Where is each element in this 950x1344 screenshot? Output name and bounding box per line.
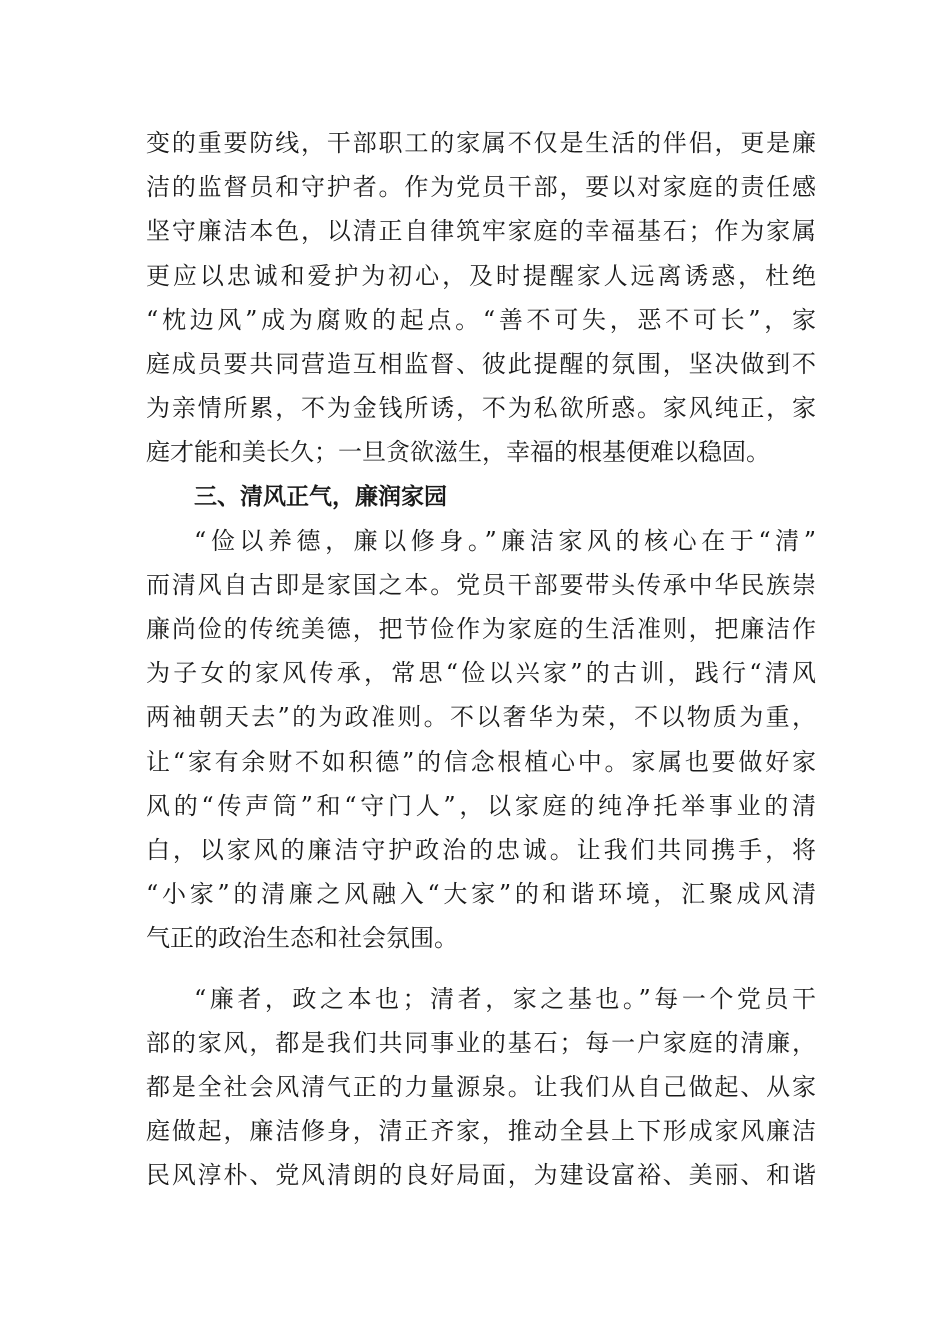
text-line: “小家”的清廉之风融入“大家”的和谐环境，汇聚成风清 (146, 880, 816, 909)
text-line: 更应以忠诚和爱护为初心，及时提醒家人远离诱惑，杜绝 (146, 261, 816, 290)
text-line: 部的家风，都是我们共同事业的基石；每一户家庭的清廉， (146, 1028, 816, 1057)
document-body (146, 121, 816, 1198)
text-line: 坚守廉洁本色，以清正自律筑牢家庭的幸福基石；作为家属 (146, 217, 816, 246)
text-line: “廉者，政之本也；清者，家之基也。”每一个党员干 (194, 984, 816, 1013)
paragraph-frugality (146, 519, 816, 961)
text-line: 为亲情所累，不为金钱所诱，不为私欲所惑。家风纯正，家 (146, 394, 816, 423)
text-line: 都是全社会风清气正的力量源泉。让我们从自己做起、从家 (146, 1072, 816, 1101)
text-line: 风的“传声筒”和“守门人”，以家庭的纯净托举事业的清 (146, 791, 816, 820)
text-line: 而清风自古即是家国之本。党员干部要带头传承中华民族崇 (146, 570, 816, 599)
text-line: “枕边风”成为腐败的起点。“善不可失，恶不可长”，家 (146, 305, 816, 334)
text-line: “俭以养德，廉以修身。”廉洁家风的核心在于“清” (194, 526, 816, 555)
text-line: 两袖朝天去”的为政准则。不以奢华为荣，不以物质为重， (146, 703, 816, 732)
text-line: 庭才能和美长久；一旦贪欲滋生，幸福的根基便难以稳固。 (146, 438, 770, 467)
text-line: 民风淳朴、党风清朗的良好局面，为建设富裕、美丽、和谐 (146, 1161, 816, 1190)
section-heading: 三、清风正气，廉润家园 (194, 483, 447, 510)
text-line: 庭做起，廉洁修身，清正齐家，推动全县上下形成家风廉洁 (146, 1117, 816, 1146)
paragraph-family-supervision (146, 121, 816, 475)
paragraph-conclusion (146, 977, 816, 1198)
text-line: 气正的政治生态和社会氛围。 (146, 924, 458, 953)
text-line: 变的重要防线，干部职工的家属不仅是生活的伴侣，更是廉 (146, 129, 816, 157)
text-line: 为子女的家风传承，常思“俭以兴家”的古训，践行“清风 (146, 659, 816, 688)
text-line: 洁的监督员和守护者。作为党员干部，要以对家庭的责任感 (146, 173, 816, 202)
text-line: 庭成员要共同营造互相监督、彼此提醒的氛围，坚决做到不 (146, 349, 816, 378)
text-line: 白，以家风的廉洁守护政治的忠诚。让我们共同携手，将 (146, 836, 816, 864)
paragraph-spacer (146, 961, 816, 977)
text-line: 让“家有余财不如积德”的信念根植心中。家属也要做好家 (146, 747, 816, 776)
text-line: 廉尚俭的传统美德，把节俭作为家庭的生活准则，把廉洁作 (146, 615, 816, 644)
